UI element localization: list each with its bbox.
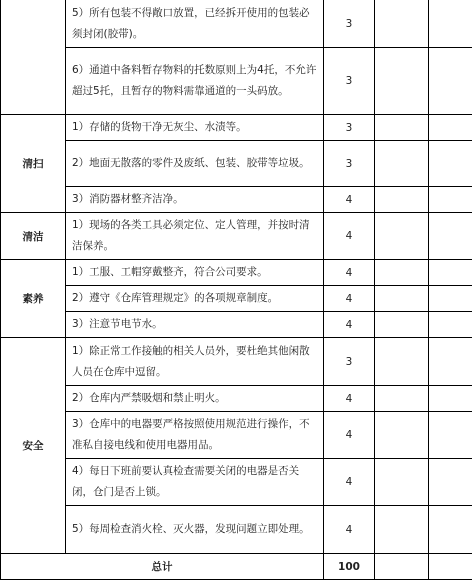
blank-cell (375, 338, 429, 386)
category-clean: 清洁 (1, 213, 66, 260)
blank-cell (429, 187, 472, 213)
table-row (1, 338, 472, 386)
table-row (1, 386, 472, 412)
item-text: 1）现场的各类工具必须定位、定人管理，并按时清洁保养。 (66, 213, 324, 260)
table-row (1, 506, 472, 554)
item-text: 1）除正常工作接触的相关人员外，要杜绝其他闲散人员在仓库中逗留。 (66, 338, 324, 386)
score-cell: 4 (324, 459, 375, 506)
score-cell: 4 (324, 187, 375, 213)
blank-cell (375, 0, 429, 48)
score-cell: 3 (324, 338, 375, 386)
table-row (1, 0, 472, 48)
item-text: 5）所有包装不得敞口放置，已经拆开使用的包装必须封闭(胶带)。 (66, 0, 324, 48)
blank-cell (375, 312, 429, 338)
table-row (1, 213, 472, 260)
blank-cell (429, 338, 472, 386)
blank-cell (375, 412, 429, 459)
item-text: 6）通道中备料暂存物料的托数原则上为4托，不允许超过5托，且暂存的物料需靠通道的一头码放。 (66, 48, 324, 115)
item-text: 3）消防器材整齐洁净。 (66, 187, 324, 213)
category-literacy: 素养 (1, 260, 66, 338)
score-cell: 4 (324, 386, 375, 412)
blank-cell (375, 141, 429, 187)
table-row (1, 141, 472, 187)
score-cell: 4 (324, 312, 375, 338)
blank-cell (375, 260, 429, 286)
table-row (1, 459, 472, 506)
total-score: 100 (324, 554, 375, 580)
table-row (1, 115, 472, 141)
blank-cell (429, 141, 472, 187)
blank-cell (429, 506, 472, 554)
table-row (1, 412, 472, 459)
score-cell: 3 (324, 0, 375, 48)
item-text: 2）遵守《仓库管理规定》的各项规章制度。 (66, 286, 324, 312)
blank-cell (375, 459, 429, 506)
blank-cell (375, 386, 429, 412)
blank-cell (429, 554, 472, 580)
blank-cell (429, 260, 472, 286)
category-cell-continued (1, 0, 66, 115)
blank-cell (429, 459, 472, 506)
score-cell: 4 (324, 286, 375, 312)
blank-cell (429, 0, 472, 48)
item-text: 1）工服、工帽穿戴整齐，符合公司要求。 (66, 260, 324, 286)
blank-cell (375, 115, 429, 141)
item-text: 5）每周检查消火栓、灭火器，发现问题立即处理。 (66, 506, 324, 554)
score-cell: 3 (324, 141, 375, 187)
score-cell: 3 (324, 115, 375, 141)
score-cell: 4 (324, 412, 375, 459)
item-text: 2）仓库内严禁吸烟和禁止明火。 (66, 386, 324, 412)
item-text: 2）地面无散落的零件及废纸、包装、胶带等垃圾。 (66, 141, 324, 187)
item-text: 3）注意节电节水。 (66, 312, 324, 338)
table-row (1, 48, 472, 115)
blank-cell (429, 48, 472, 115)
category-sweep: 清扫 (1, 115, 66, 213)
table-row (1, 312, 472, 338)
score-cell: 3 (324, 48, 375, 115)
blank-cell (375, 554, 429, 580)
blank-cell (375, 48, 429, 115)
blank-cell (429, 312, 472, 338)
item-text: 1）存储的货物干净无灰尘、水渍等。 (66, 115, 324, 141)
table-row (1, 286, 472, 312)
score-cell: 4 (324, 213, 375, 260)
blank-cell (429, 386, 472, 412)
score-cell: 4 (324, 506, 375, 554)
item-text: 4）每日下班前要认真检查需要关闭的电器是否关闭，仓门是否上锁。 (66, 459, 324, 506)
blank-cell (375, 286, 429, 312)
blank-cell (375, 213, 429, 260)
blank-cell (429, 213, 472, 260)
blank-cell (429, 286, 472, 312)
blank-cell (429, 412, 472, 459)
blank-cell (375, 506, 429, 554)
table-row (1, 260, 472, 286)
table-row (1, 187, 472, 213)
total-row (1, 554, 472, 580)
score-cell: 4 (324, 260, 375, 286)
category-safety: 安全 (1, 338, 66, 554)
blank-cell (429, 115, 472, 141)
blank-cell (375, 187, 429, 213)
item-text: 3）仓库中的电器要严格按照使用规范进行操作，不准私自接电线和使用电器用品。 (66, 412, 324, 459)
total-label: 总计 (1, 554, 324, 580)
